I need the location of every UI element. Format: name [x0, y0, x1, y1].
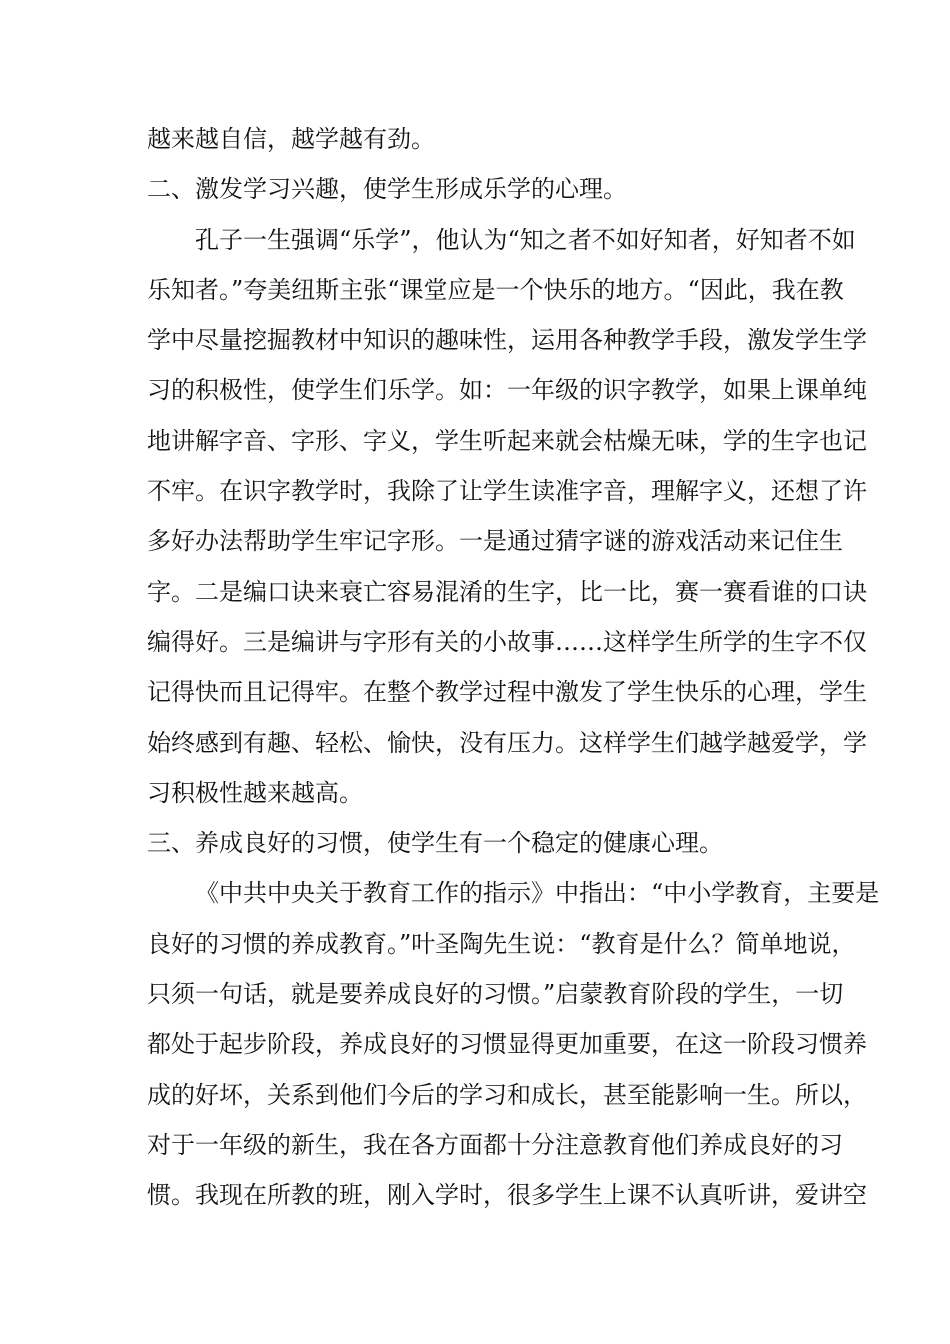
- section-heading: 二、激发学习兴趣，使学生形成乐学的心理。: [147, 175, 627, 204]
- text-line: 只须一句话，就是要养成良好的习惯。”启蒙教育阶段的学生，一切: [147, 980, 844, 1009]
- text-line: 记得快而且记得牢。在整个教学过程中激发了学生快乐的心理，学生: [147, 678, 867, 707]
- text-line: 地讲解字音、字形、字义，学生听起来就会枯燥无味，学的生字也记: [147, 426, 867, 455]
- text-line: 越来越自信，越学越有劲。: [147, 125, 435, 153]
- text-line: 都处于起步阶段，养成良好的习惯显得更加重要，在这一阶段习惯养: [147, 1030, 867, 1059]
- text-line: 习积极性越来越高。: [147, 778, 363, 807]
- text-line: 成的好坏，关系到他们今后的学习和成长，甚至能影响一生。所以，: [147, 1080, 867, 1109]
- text-line: 乐知者。”夸美纽斯主张“课堂应是一个快乐的地方。“因此，我在教: [147, 275, 844, 304]
- text-line: 习的积极性，使学生们乐学。如：一年级的识字教学，如果上课单纯: [147, 376, 867, 405]
- text-line: 不牢。在识字教学时，我除了让学生读准字音，理解字义，还想了许: [147, 477, 867, 506]
- text-line: 编得好。三是编讲与字形有关的小故事……这样学生所学的生字不仅: [147, 627, 867, 656]
- text-line: 惯。我现在所教的班，刚入学时，很多学生上课不认真听讲，爱讲空: [147, 1181, 867, 1210]
- section-heading: 三、养成良好的习惯，使学生有一个稳定的健康心理。: [147, 829, 723, 858]
- text-line: 始终感到有趣、轻松、愉快，没有压力。这样学生们越学越爱学，学: [147, 728, 867, 757]
- text-line: 良好的习惯的养成教育。”叶圣陶先生说：“教育是什么？简单地说，: [147, 929, 856, 958]
- text-line: 学中尽量挖掘教材中知识的趣味性，运用各种教学手段，激发学生学: [147, 326, 867, 355]
- text-line: 对于一年级的新生，我在各方面都十分注意教育他们养成良好的习: [147, 1130, 843, 1159]
- document-body: [147, 114, 880, 1221]
- text-line: 《中共中央关于教育工作的指示》中指出：“中小学教育，主要是: [195, 879, 880, 908]
- text-line: 多好办法帮助学生牢记字形。一是通过猜字谜的游戏活动来记住生: [147, 527, 843, 556]
- text-line: 字。二是编口诀来衰亡容易混淆的生字，比一比，赛一赛看谁的口诀: [147, 577, 867, 606]
- text-line: 孔子一生强调“乐学”，他认为“知之者不如好知者，好知者不如: [195, 225, 856, 254]
